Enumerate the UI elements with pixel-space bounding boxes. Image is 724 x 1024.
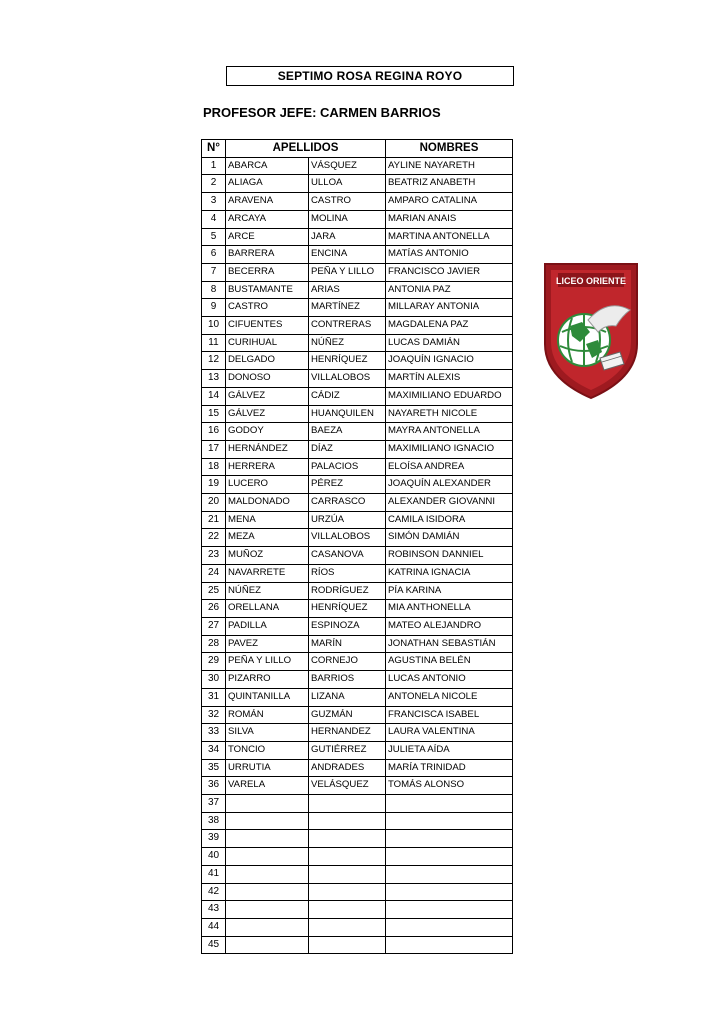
apellido-paterno: MUÑOZ — [226, 547, 309, 565]
row-number: 25 — [202, 582, 226, 600]
apellido-materno — [309, 795, 386, 813]
apellido-materno: GUZMÁN — [309, 706, 386, 724]
table-row — [202, 494, 513, 512]
nombres-cell: ANTONELA NICOLE — [386, 688, 513, 706]
nombres-cell: MARÍA TRINIDAD — [386, 759, 513, 777]
table-row — [202, 617, 513, 635]
row-number: 28 — [202, 635, 226, 653]
table-row — [202, 458, 513, 476]
row-number: 36 — [202, 777, 226, 795]
apellido-paterno: VARELA — [226, 777, 309, 795]
apellido-paterno: ARAVENA — [226, 193, 309, 211]
row-number: 32 — [202, 706, 226, 724]
apellido-paterno: GÁLVEZ — [226, 405, 309, 423]
apellido-materno: VILLALOBOS — [309, 370, 386, 388]
table-row — [202, 157, 513, 175]
apellido-paterno — [226, 883, 309, 901]
table-row — [202, 795, 513, 813]
nombres-cell — [386, 936, 513, 954]
apellido-paterno: ROMÁN — [226, 706, 309, 724]
nombres-cell: TOMÁS ALONSO — [386, 777, 513, 795]
nombres-cell: AMPARO CATALINA — [386, 193, 513, 211]
nombres-cell — [386, 812, 513, 830]
row-number: 31 — [202, 688, 226, 706]
row-number: 5 — [202, 228, 226, 246]
apellido-materno: MARÍN — [309, 635, 386, 653]
table-row — [202, 564, 513, 582]
nombres-cell — [386, 865, 513, 883]
table-row — [202, 511, 513, 529]
apellido-materno: URZÚA — [309, 511, 386, 529]
header-apellidos: APELLIDOS — [226, 140, 386, 158]
apellido-paterno: ABARCA — [226, 157, 309, 175]
row-number: 18 — [202, 458, 226, 476]
row-number: 38 — [202, 812, 226, 830]
apellido-paterno — [226, 812, 309, 830]
row-number: 3 — [202, 193, 226, 211]
table-row — [202, 547, 513, 565]
row-number: 34 — [202, 741, 226, 759]
nombres-cell: CAMILA ISIDORA — [386, 511, 513, 529]
nombres-cell: MARTÍN ALEXIS — [386, 370, 513, 388]
apellido-materno — [309, 883, 386, 901]
table-row — [202, 317, 513, 335]
nombres-cell: MAGDALENA PAZ — [386, 317, 513, 335]
apellido-paterno: BECERRA — [226, 263, 309, 281]
apellido-paterno: HERRERA — [226, 458, 309, 476]
table-row — [202, 582, 513, 600]
apellido-paterno: NÚÑEZ — [226, 582, 309, 600]
nombres-cell: PÍA KARINA — [386, 582, 513, 600]
row-number: 41 — [202, 865, 226, 883]
nombres-cell: JONATHAN SEBASTIÁN — [386, 635, 513, 653]
table-row — [202, 529, 513, 547]
nombres-cell: MAXIMILIANO IGNACIO — [386, 440, 513, 458]
apellido-paterno — [226, 795, 309, 813]
nombres-cell: MATÍAS ANTONIO — [386, 246, 513, 264]
apellido-paterno: URRUTIA — [226, 759, 309, 777]
table-row — [202, 334, 513, 352]
table-row — [202, 246, 513, 264]
student-roster-table — [201, 139, 513, 954]
row-number: 14 — [202, 387, 226, 405]
nombres-cell: MARIAN ANAIS — [386, 210, 513, 228]
nombres-cell: LUCAS DAMIÁN — [386, 334, 513, 352]
table-row — [202, 281, 513, 299]
nombres-cell — [386, 901, 513, 919]
table-row — [202, 600, 513, 618]
table-row — [202, 440, 513, 458]
nombres-cell: FRANCISCO JAVIER — [386, 263, 513, 281]
apellido-materno: CASTRO — [309, 193, 386, 211]
apellido-materno: BAEZA — [309, 423, 386, 441]
row-number: 13 — [202, 370, 226, 388]
apellido-materno: RODRÍGUEZ — [309, 582, 386, 600]
row-number: 22 — [202, 529, 226, 547]
apellido-paterno: GODOY — [226, 423, 309, 441]
row-number: 6 — [202, 246, 226, 264]
row-number: 40 — [202, 848, 226, 866]
apellido-materno: VÁSQUEZ — [309, 157, 386, 175]
apellido-materno: CONTRERAS — [309, 317, 386, 335]
table-row — [202, 936, 513, 954]
apellido-paterno: MALDONADO — [226, 494, 309, 512]
row-number: 39 — [202, 830, 226, 848]
table-row — [202, 370, 513, 388]
table-row — [202, 193, 513, 211]
row-number: 20 — [202, 494, 226, 512]
nombres-cell: ALEXANDER GIOVANNI — [386, 494, 513, 512]
apellido-paterno: CIFUENTES — [226, 317, 309, 335]
apellido-materno: ESPINOZA — [309, 617, 386, 635]
apellido-materno: PALACIOS — [309, 458, 386, 476]
nombres-cell: MATEO ALEJANDRO — [386, 617, 513, 635]
row-number: 43 — [202, 901, 226, 919]
apellido-materno — [309, 848, 386, 866]
table-row — [202, 777, 513, 795]
apellido-paterno: ARCE — [226, 228, 309, 246]
table-row — [202, 848, 513, 866]
row-number: 10 — [202, 317, 226, 335]
apellido-materno: BARRIOS — [309, 671, 386, 689]
nombres-cell: MARTINA ANTONELLA — [386, 228, 513, 246]
row-number: 4 — [202, 210, 226, 228]
table-row — [202, 299, 513, 317]
apellido-materno — [309, 812, 386, 830]
apellido-paterno — [226, 848, 309, 866]
apellido-paterno — [226, 901, 309, 919]
row-number: 23 — [202, 547, 226, 565]
apellido-materno: HENRÍQUEZ — [309, 600, 386, 618]
apellido-paterno: ARCAYA — [226, 210, 309, 228]
nombres-cell: JOAQUÍN IGNACIO — [386, 352, 513, 370]
apellido-paterno: SILVA — [226, 724, 309, 742]
apellido-materno: MARTÍNEZ — [309, 299, 386, 317]
apellido-paterno — [226, 830, 309, 848]
nombres-cell: NAYARETH NICOLE — [386, 405, 513, 423]
nombres-cell — [386, 918, 513, 936]
apellido-materno: ULLOA — [309, 175, 386, 193]
table-row — [202, 671, 513, 689]
table-row — [202, 263, 513, 281]
table-row — [202, 741, 513, 759]
apellido-paterno: CURIHUAL — [226, 334, 309, 352]
apellido-paterno: DONOSO — [226, 370, 309, 388]
apellido-materno: PÉREZ — [309, 476, 386, 494]
nombres-cell: ROBINSON DANNIEL — [386, 547, 513, 565]
nombres-cell: ELOÍSA ANDREA — [386, 458, 513, 476]
table-row — [202, 653, 513, 671]
apellido-paterno: PADILLA — [226, 617, 309, 635]
table-row — [202, 865, 513, 883]
apellido-materno: HENRÍQUEZ — [309, 352, 386, 370]
row-number: 42 — [202, 883, 226, 901]
apellido-paterno: QUINTANILLA — [226, 688, 309, 706]
nombres-cell: LUCAS ANTONIO — [386, 671, 513, 689]
table-row — [202, 724, 513, 742]
row-number: 7 — [202, 263, 226, 281]
nombres-cell — [386, 848, 513, 866]
apellido-paterno: BARRERA — [226, 246, 309, 264]
apellido-materno — [309, 918, 386, 936]
table-row — [202, 883, 513, 901]
row-number: 16 — [202, 423, 226, 441]
row-number: 26 — [202, 600, 226, 618]
apellido-materno — [309, 830, 386, 848]
apellido-paterno: MEZA — [226, 529, 309, 547]
apellido-materno: ENCINA — [309, 246, 386, 264]
table-row — [202, 352, 513, 370]
apellido-materno: VELÁSQUEZ — [309, 777, 386, 795]
row-number: 45 — [202, 936, 226, 954]
apellido-materno: VILLALOBOS — [309, 529, 386, 547]
apellido-paterno: TONCIO — [226, 741, 309, 759]
nombres-cell: AGUSTINA BELÉN — [386, 653, 513, 671]
row-number: 17 — [202, 440, 226, 458]
apellido-paterno — [226, 865, 309, 883]
table-row — [202, 706, 513, 724]
nombres-cell: MAYRA ANTONELLA — [386, 423, 513, 441]
logo-text: LICEO ORIENTE — [555, 276, 627, 286]
table-body — [202, 157, 513, 954]
apellido-materno: LIZANA — [309, 688, 386, 706]
table-row — [202, 175, 513, 193]
table-row — [202, 688, 513, 706]
table-row — [202, 210, 513, 228]
nombres-cell: FRANCISCA ISABEL — [386, 706, 513, 724]
table-row — [202, 635, 513, 653]
apellido-paterno: DELGADO — [226, 352, 309, 370]
table-row — [202, 812, 513, 830]
profesor-jefe: PROFESOR JEFE: CARMEN BARRIOS — [203, 105, 441, 120]
apellido-paterno: MENA — [226, 511, 309, 529]
table-row — [202, 830, 513, 848]
header-num: N° — [202, 140, 226, 158]
nombres-cell: JOAQUÍN ALEXANDER — [386, 476, 513, 494]
table-row — [202, 759, 513, 777]
apellido-materno — [309, 901, 386, 919]
header-nombres: NOMBRES — [386, 140, 513, 158]
row-number: 11 — [202, 334, 226, 352]
nombres-cell — [386, 795, 513, 813]
apellido-paterno: PEÑA Y LILLO — [226, 653, 309, 671]
nombres-cell: LAURA VALENTINA — [386, 724, 513, 742]
row-number: 27 — [202, 617, 226, 635]
row-number: 29 — [202, 653, 226, 671]
apellido-materno: CÁDIZ — [309, 387, 386, 405]
apellido-materno: DÍAZ — [309, 440, 386, 458]
row-number: 12 — [202, 352, 226, 370]
table-row — [202, 901, 513, 919]
row-number: 33 — [202, 724, 226, 742]
apellido-materno: CASANOVA — [309, 547, 386, 565]
apellido-materno: JARA — [309, 228, 386, 246]
table-header-row — [202, 140, 513, 158]
nombres-cell — [386, 883, 513, 901]
apellido-materno — [309, 865, 386, 883]
nombres-cell — [386, 830, 513, 848]
apellido-paterno: ORELLANA — [226, 600, 309, 618]
apellido-paterno — [226, 936, 309, 954]
row-number: 9 — [202, 299, 226, 317]
nombres-cell: MIA ANTHONELLA — [386, 600, 513, 618]
nombres-cell: BEATRIZ ANABETH — [386, 175, 513, 193]
row-number: 8 — [202, 281, 226, 299]
table-row — [202, 228, 513, 246]
nombres-cell: JULIETA AÍDA — [386, 741, 513, 759]
row-number: 35 — [202, 759, 226, 777]
apellido-materno: ARIAS — [309, 281, 386, 299]
nombres-cell: MILLARAY ANTONIA — [386, 299, 513, 317]
apellido-paterno: CASTRO — [226, 299, 309, 317]
apellido-paterno: HERNÁNDEZ — [226, 440, 309, 458]
table-row — [202, 387, 513, 405]
apellido-paterno — [226, 918, 309, 936]
apellido-materno: GUTIÉRREZ — [309, 741, 386, 759]
table-row — [202, 476, 513, 494]
row-number: 37 — [202, 795, 226, 813]
apellido-materno: HERNANDEZ — [309, 724, 386, 742]
row-number: 19 — [202, 476, 226, 494]
nombres-cell: KATRINA IGNACIA — [386, 564, 513, 582]
apellido-paterno: LUCERO — [226, 476, 309, 494]
liceo-oriente-crest-logo — [542, 260, 640, 400]
apellido-materno: NÚÑEZ — [309, 334, 386, 352]
apellido-paterno: ALIAGA — [226, 175, 309, 193]
row-number: 21 — [202, 511, 226, 529]
page-title: SEPTIMO ROSA REGINA ROYO — [226, 66, 514, 86]
nombres-cell: ANTONIA PAZ — [386, 281, 513, 299]
row-number: 2 — [202, 175, 226, 193]
apellido-materno: CORNEJO — [309, 653, 386, 671]
table-row — [202, 918, 513, 936]
apellido-materno: HUANQUILEN — [309, 405, 386, 423]
row-number: 24 — [202, 564, 226, 582]
row-number: 1 — [202, 157, 226, 175]
nombres-cell: SIMÓN DAMIÁN — [386, 529, 513, 547]
table-row — [202, 405, 513, 423]
apellido-materno: PEÑA Y LILLO — [309, 263, 386, 281]
apellido-materno: MOLINA — [309, 210, 386, 228]
apellido-materno: ANDRADES — [309, 759, 386, 777]
apellido-materno: RÍOS — [309, 564, 386, 582]
row-number: 15 — [202, 405, 226, 423]
row-number: 44 — [202, 918, 226, 936]
table-row — [202, 423, 513, 441]
apellido-paterno: PAVEZ — [226, 635, 309, 653]
apellido-paterno: GÁLVEZ — [226, 387, 309, 405]
apellido-paterno: BUSTAMANTE — [226, 281, 309, 299]
nombres-cell: MAXIMILIANO EDUARDO — [386, 387, 513, 405]
apellido-paterno: PIZARRO — [226, 671, 309, 689]
nombres-cell: AYLINE NAYARETH — [386, 157, 513, 175]
apellido-materno — [309, 936, 386, 954]
apellido-materno: CARRASCO — [309, 494, 386, 512]
row-number: 30 — [202, 671, 226, 689]
apellido-paterno: NAVARRETE — [226, 564, 309, 582]
